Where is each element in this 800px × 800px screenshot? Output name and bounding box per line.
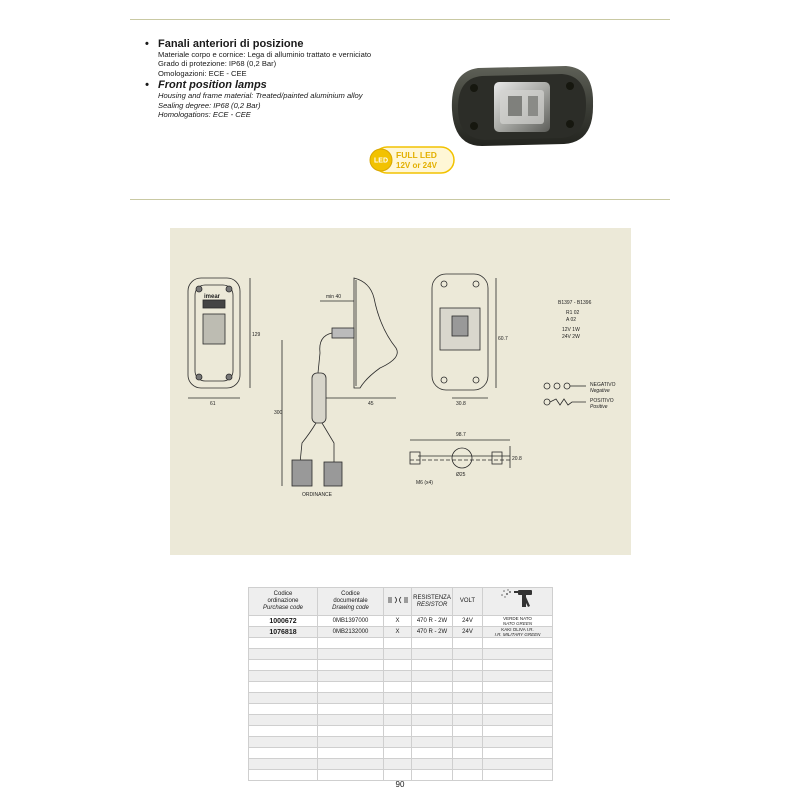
italian-line-3: Omologazioni: ECE - CEE [158, 68, 247, 78]
technical-drawing [170, 228, 631, 555]
dim-25: Ø25 [456, 472, 466, 478]
top-rule [130, 19, 670, 20]
empty-row [249, 649, 553, 660]
volt-value: 24V [453, 627, 483, 638]
product-description [145, 38, 445, 119]
dim-98: 98.7 [456, 432, 466, 438]
resistor-value: 470 R - 2W [412, 627, 453, 638]
position-light-icon [387, 595, 409, 605]
dim-height: 129 [252, 332, 261, 338]
dim-30: 30.8 [456, 401, 466, 407]
volt-value: 24V [453, 616, 483, 627]
empty-row [249, 737, 553, 748]
drawing-code: 0MB2132000 [318, 627, 384, 638]
empty-row [249, 748, 553, 759]
empty-row [249, 671, 553, 682]
voltage-label: 12V or 24V [396, 161, 437, 170]
english-line-3: Homologations: ECE - CEE [158, 110, 251, 120]
english-title: Front position lamps [158, 79, 267, 92]
empty-row [249, 715, 553, 726]
empty-row [249, 704, 553, 715]
empty-row [249, 770, 553, 781]
label-line-4: 24V 2W [562, 334, 580, 340]
header-volt: VOLT [453, 588, 483, 616]
empty-row [249, 726, 553, 737]
led-label: LED [374, 157, 388, 165]
dim-screw: M6 (x4) [416, 480, 433, 486]
empty-row [249, 682, 553, 693]
color-cell: KAKI OLIVA I.R. I.R. MILITARY GREEN [483, 627, 553, 638]
dim-cable: 300 [274, 410, 283, 416]
purchase-code: 1076818 [249, 627, 318, 638]
dim-depth: min 40 [326, 294, 342, 300]
header-resistor: RESISTENZA RESISTOR [412, 588, 453, 616]
dim-side: 60.7 [498, 336, 508, 342]
header-purchase-code: Codice ordinazione Purchase code [249, 588, 318, 616]
italian-title-row [145, 38, 445, 50]
dim-20: 20.8 [512, 456, 522, 462]
table-header-row [249, 588, 553, 616]
legend-negative: NEGATIVO [590, 382, 616, 388]
dim-width: 61 [210, 401, 216, 407]
legend-positive: POSITIVO [590, 398, 614, 404]
bullet-icon: • [145, 38, 149, 50]
brand-label: imear [204, 294, 221, 300]
light-mark: X [384, 616, 412, 627]
product-table [248, 587, 553, 781]
spray-gun-icon [498, 588, 538, 612]
drawing-code: 0MB1397000 [318, 616, 384, 627]
header-paint-icon [483, 588, 553, 616]
purchase-code: 1000672 [249, 616, 318, 627]
full-led-label: FULL LED [396, 150, 437, 160]
label-line-2: A 02 [566, 317, 577, 323]
empty-row [249, 759, 553, 770]
legend-positive-en: Positive [590, 404, 608, 410]
english-line-2: Sealing degree: IP68 (0,2 Bar) [158, 100, 261, 110]
full-led-badge [366, 145, 456, 175]
light-mark: X [384, 627, 412, 638]
legend-negative-en: Negative [590, 388, 610, 394]
empty-row [249, 693, 553, 704]
header-drawing-code: Codice documentale Drawing code [318, 588, 384, 616]
table-row [249, 627, 553, 638]
table-row [249, 616, 553, 627]
empty-row [249, 660, 553, 671]
empty-row [249, 638, 553, 649]
product-photo [448, 60, 596, 150]
dim-45: 45 [368, 401, 374, 407]
middle-rule [130, 199, 670, 200]
color-cell: VERDE NATO NATO GREEN [483, 616, 553, 627]
english-title-row [145, 79, 445, 91]
italian-line-1: Materiale corpo e cornice: Lega di alluminio trattato e verniciato [158, 50, 372, 59]
bullet-icon: • [145, 79, 149, 92]
label-line-1: R1 02 [566, 310, 580, 316]
connector-label: ORDINANCE [302, 492, 333, 498]
header-light-icon [384, 588, 412, 616]
italian-title: Fanali anteriori di posizione [158, 38, 304, 50]
codes-label: B1397 - B1396 [558, 300, 592, 306]
italian-line-2: Grado di protezione: IP68 (0,2 Bar) [158, 59, 277, 69]
label-line-3: 12V 1W [562, 327, 580, 333]
page-number: 90 [395, 780, 405, 789]
resistor-value: 470 R - 2W [412, 616, 453, 627]
english-line-1: Housing and frame material: Treated/painted aluminium alloy [158, 91, 363, 101]
